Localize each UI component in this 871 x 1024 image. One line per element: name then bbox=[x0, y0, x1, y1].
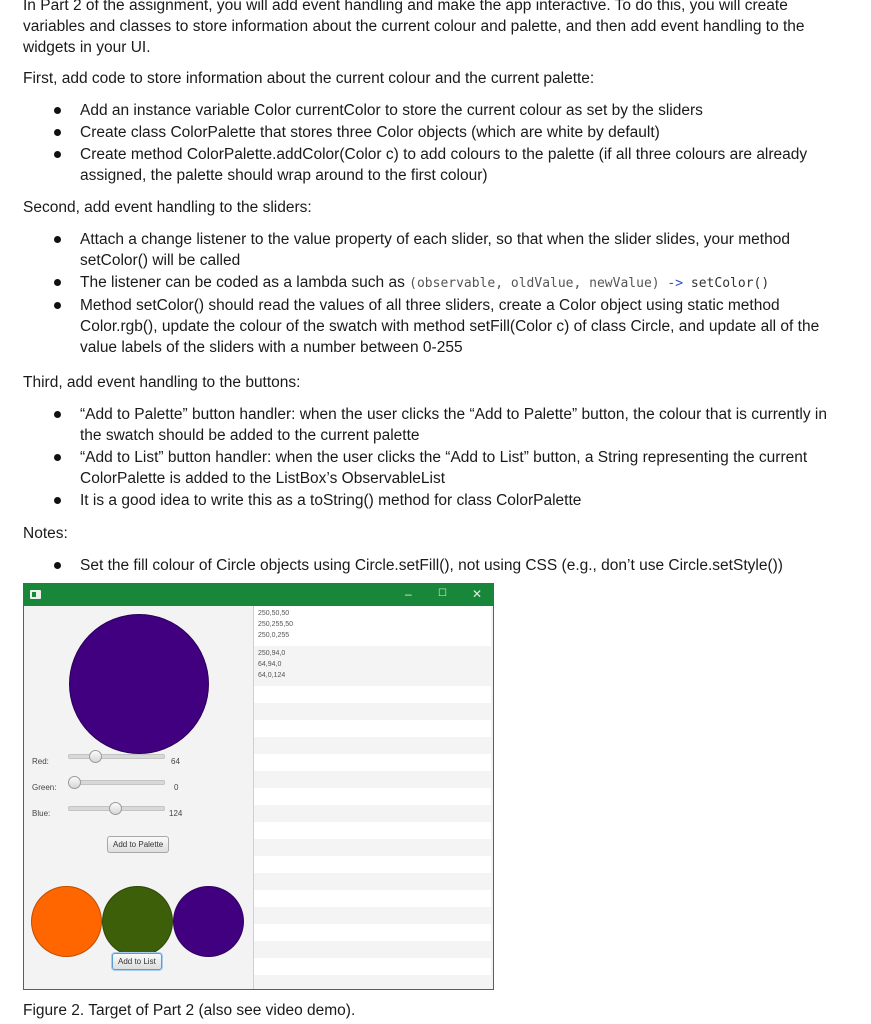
intro-line-2: variables and classes to store information about the current colour and palette, and then add event handling to the bbox=[23, 18, 805, 35]
listbox-row bbox=[254, 771, 491, 788]
third-heading: Third, add event handling to the buttons: bbox=[23, 374, 301, 391]
blue-value: 124 bbox=[169, 809, 183, 818]
app-icon bbox=[30, 590, 41, 599]
listbox-row bbox=[254, 839, 491, 856]
listbox-row bbox=[254, 720, 491, 737]
bullet-dot-icon bbox=[54, 411, 61, 418]
listbox-row bbox=[254, 975, 491, 990]
listbox-row bbox=[254, 703, 491, 720]
controls-pane bbox=[24, 606, 253, 989]
listbox-row bbox=[254, 788, 491, 805]
add-to-list-button[interactable]: Add to List bbox=[112, 953, 162, 970]
bullet-dot-icon bbox=[54, 151, 61, 158]
listbox-row bbox=[254, 737, 491, 754]
listbox-row bbox=[254, 646, 491, 686]
listbox-row bbox=[254, 822, 491, 839]
green-slider-thumb[interactable] bbox=[68, 776, 81, 789]
first-bullet-2: Create class ColorPalette that stores three Color objects (which are white by default) bbox=[0, 122, 871, 143]
listbox-row bbox=[254, 805, 491, 822]
intro-line-1: In Part 2 of the assignment, you will add event handling and make the app interactive. To do this, you will create bbox=[23, 0, 788, 14]
first-heading: First, add code to store information about the current colour and the current palette: bbox=[23, 70, 595, 87]
third-bullet-list bbox=[0, 404, 871, 512]
list-item[interactable]: 250,94,0 64,94,0 64,0,124 bbox=[258, 650, 286, 679]
bullet-dot-icon bbox=[54, 497, 61, 504]
green-slider[interactable] bbox=[68, 780, 165, 785]
green-label: Green: bbox=[32, 783, 57, 792]
first-bullet-list bbox=[0, 100, 871, 187]
bullet-dot-icon bbox=[54, 107, 61, 114]
listbox-row bbox=[254, 686, 491, 703]
listbox-row bbox=[254, 890, 491, 907]
bullet-dot-icon bbox=[54, 236, 61, 243]
palette-listbox[interactable] bbox=[253, 606, 491, 989]
window-titlebar bbox=[24, 584, 493, 606]
minimize-icon[interactable]: – bbox=[405, 587, 412, 601]
notes-bullet-list bbox=[0, 555, 871, 577]
maximize-icon[interactable]: ☐ bbox=[438, 588, 447, 599]
red-slider-thumb[interactable] bbox=[89, 750, 102, 763]
bullet-dot-icon bbox=[54, 279, 61, 286]
blue-slider-thumb[interactable] bbox=[109, 802, 122, 815]
palette-circle-2 bbox=[102, 886, 173, 957]
listbox-row bbox=[254, 856, 491, 873]
third-bullet-2: “Add to List” button handler: when the user clicks the “Add to List” button, a String representing the current ColorPalette is added to the ListBox’s ObservableList bbox=[0, 447, 871, 489]
figure-caption: Figure 2. Target of Part 2 (also see video demo). bbox=[23, 1002, 356, 1019]
notes-heading: Notes: bbox=[23, 525, 68, 542]
lambda-code: (observable, oldValue, newValue) -> setColor() bbox=[409, 276, 770, 291]
listbox-row bbox=[254, 873, 491, 890]
intro-line-3: widgets in your UI. bbox=[23, 39, 151, 56]
add-to-palette-button[interactable]: Add to Palette bbox=[107, 836, 169, 853]
app-window-screenshot bbox=[23, 583, 494, 990]
second-bullet-list bbox=[0, 229, 871, 359]
listbox-row bbox=[254, 907, 491, 924]
blue-slider[interactable] bbox=[68, 806, 165, 811]
second-heading: Second, add event handling to the sliders: bbox=[23, 199, 312, 216]
red-label: Red: bbox=[32, 757, 49, 766]
palette-circle-3 bbox=[173, 886, 244, 957]
bullet-dot-icon bbox=[54, 562, 61, 569]
list-item[interactable]: 250,50,50 250,255,50 250,0,255 bbox=[258, 610, 294, 639]
close-icon[interactable]: ✕ bbox=[472, 587, 483, 601]
listbox-row bbox=[254, 754, 491, 771]
listbox-row bbox=[254, 941, 491, 958]
first-bullet-1: Add an instance variable Color currentColor to store the current colour as set by the sliders bbox=[0, 100, 871, 121]
listbox-row bbox=[254, 924, 491, 941]
third-bullet-3: It is a good idea to write this as a toString() method for class ColorPalette bbox=[0, 490, 871, 511]
red-value: 64 bbox=[171, 757, 180, 766]
first-bullet-3: Create method ColorPalette.addColor(Color c) to add colours to the palette (if all three colours are already assigned, the palette should wrap around to the first colour) bbox=[0, 144, 871, 186]
bullet-dot-icon bbox=[54, 129, 61, 136]
color-swatch bbox=[69, 614, 209, 754]
second-bullet-3: Method setColor() should read the values of all three sliders, create a Color object using static method Color.rgb(), update the colour of the swatch with method setFill(Color c) of class Circle, and update all of the value labels of the sliders with a number between 0-255 bbox=[0, 295, 871, 358]
second-bullet-2: The listener can be coded as a lambda such as (observable, oldValue, newValue) -> setColor() bbox=[0, 272, 871, 294]
bullet-dot-icon bbox=[54, 454, 61, 461]
third-bullet-1: “Add to Palette” button handler: when the user clicks the “Add to Palette” button, the colour that is currently in the swatch should be added to the current palette bbox=[0, 404, 871, 446]
listbox-row bbox=[254, 958, 491, 975]
second-bullet-1: Attach a change listener to the value property of each slider, so that when the slider slides, your method setColor() will be called bbox=[0, 229, 871, 271]
red-slider[interactable] bbox=[68, 754, 165, 759]
notes-bullet-1: Set the fill colour of Circle objects using Circle.setFill(), not using CSS (e.g., don’t use Circle.setStyle()) bbox=[0, 555, 871, 576]
bullet-dot-icon bbox=[54, 302, 61, 309]
blue-label: Blue: bbox=[32, 809, 51, 818]
green-value: 0 bbox=[174, 783, 179, 792]
palette-circle-1 bbox=[31, 886, 102, 957]
